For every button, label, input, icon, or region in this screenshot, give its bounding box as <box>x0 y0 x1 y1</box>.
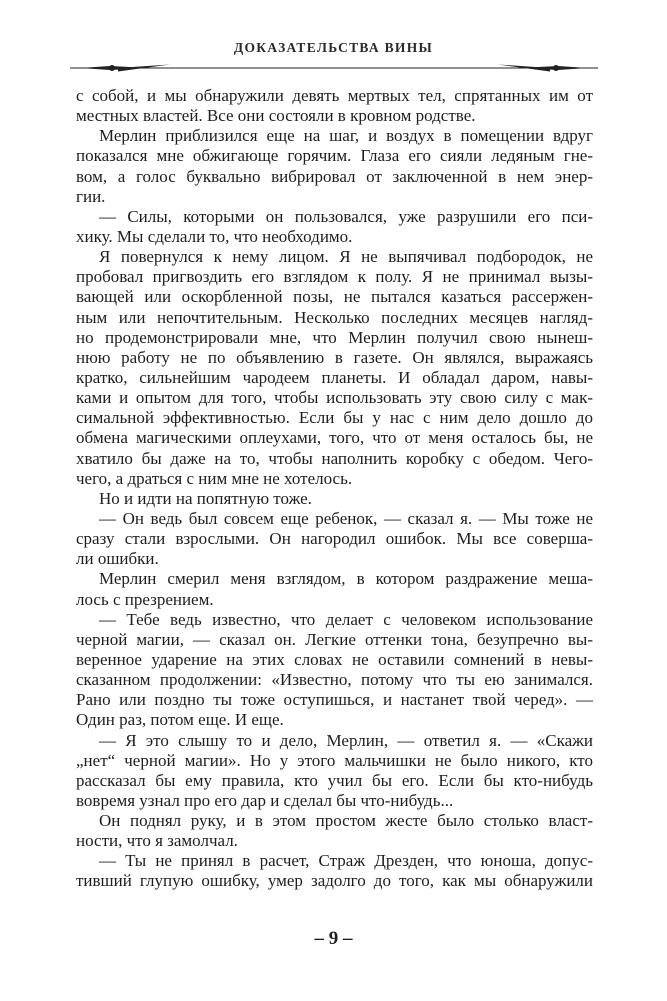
text-line: Я повернулся к нему лицом. Я не выпячивал подбородок, не <box>99 247 593 267</box>
text-line: веренное ударение на этих словах не оставили сомнений в невы- <box>76 649 593 669</box>
text-line: ли ошибки. <box>76 549 159 569</box>
text-line: местных властей. Все они состояли в кровном родстве. <box>76 106 476 126</box>
text-line: чего, а драться с ним мне не хотелось. <box>76 468 353 488</box>
text-line: — Я это слышу то и дело, Мерлин, — ответил я. — «Скажи <box>99 730 593 750</box>
text-line: вающей или оскорбленной позы, не пытался казаться рассержен- <box>76 287 593 307</box>
text-line: ным или непочтительным. Несколько последних месяцев нагляд- <box>76 307 593 327</box>
text-line: сказанном продолжении: «Известно, потому что ты ею занимался. <box>76 670 593 690</box>
text-line: пробовал пригвоздить его взглядом к полу. Я не принимал вызы- <box>76 267 593 287</box>
text-line: ности, что я замолчал. <box>76 831 238 851</box>
text-line: хику. Мы сделали то, что необходимо. <box>76 226 353 246</box>
text-line: с собой, и мы обнаружили девять мертвых тел, спрятанных им от <box>76 86 593 105</box>
text-line: рассказал бы ему правила, кто учил бы его. Если бы кто-нибудь <box>76 770 593 790</box>
text-line: Мерлин приблизился еще на шаг, и воздух в помещении вдруг <box>99 126 593 146</box>
header-ornament-divider <box>70 60 598 76</box>
text-line: сразу стали взрослыми. Он нагородил ошибок. Мы все соверша- <box>76 529 593 549</box>
text-line: Он поднял руку, и в этом простом жесте было столько власт- <box>99 811 593 831</box>
text-line: ками и опытом для того, чтобы использовать эту свою силу с мак- <box>76 388 593 408</box>
text-line: черной магии, — сказал он. Легкие оттенки тона, безупречно вы- <box>76 629 593 649</box>
text-line: лось с презрением. <box>76 589 214 609</box>
text-line: показался мне обжигающе горячим. Глаза его сияли ледяным гне- <box>76 146 593 166</box>
text-line: но продемонстрировали мне, что Мерлин получил свою нынеш- <box>76 327 593 347</box>
text-line: симальной эффективностью. Если бы у нас с ним дело дошло до <box>76 408 593 428</box>
body-text <box>76 86 593 892</box>
text-line: Один раз, потом еще. И еще. <box>76 710 284 730</box>
text-line: Рано или поздно ты тоже оступишься, и настанет твой черед». — <box>76 690 593 710</box>
text-line: обмена магическими оплеухами, того, что от меня осталось бы, не <box>76 428 593 448</box>
text-line: „нет“ черной магии». Но у этого мальчишки не было никого, кто <box>76 750 593 770</box>
text-line: — Ты не принял в расчет, Страж Дрезден, что юноша, допус- <box>99 851 593 871</box>
text-line: — Тебе ведь известно, что делает с человеком использование <box>99 609 593 629</box>
text-line: нюю работу не по объявлению в газете. Он являлся, выражаясь <box>76 347 593 367</box>
text-line: вовремя узнал про его дар и сделал бы что-нибудь... <box>76 790 454 810</box>
text-line: — Он ведь был совсем еще ребенок, — сказал я. — Мы тоже не <box>99 508 593 528</box>
text-line: тивший глупую ошибку, умер задолго до того, как мы обнаружили <box>76 871 593 891</box>
text-line: хватило бы даже на то, чтобы наполнить коробку с обедом. Чего- <box>76 448 593 468</box>
text-line: Но и идти на попятную тоже. <box>99 488 312 508</box>
text-line: вом, а голос буквально вибрировал от заключенной в нем энер- <box>76 166 593 186</box>
text-line: кратко, сильнейшим чародеем планеты. И обладал даром, навы- <box>76 367 593 387</box>
page-number: – 9 – <box>314 928 353 949</box>
text-line: — Силы, которыми он пользовался, уже разрушили его пси- <box>99 206 593 226</box>
running-head-title: ДОКАЗАТЕЛЬСТВА ВИНЫ <box>233 40 434 55</box>
text-line: Мерлин смерил меня взглядом, в котором раздражение меша- <box>99 569 593 589</box>
text-line: гии. <box>76 186 106 206</box>
